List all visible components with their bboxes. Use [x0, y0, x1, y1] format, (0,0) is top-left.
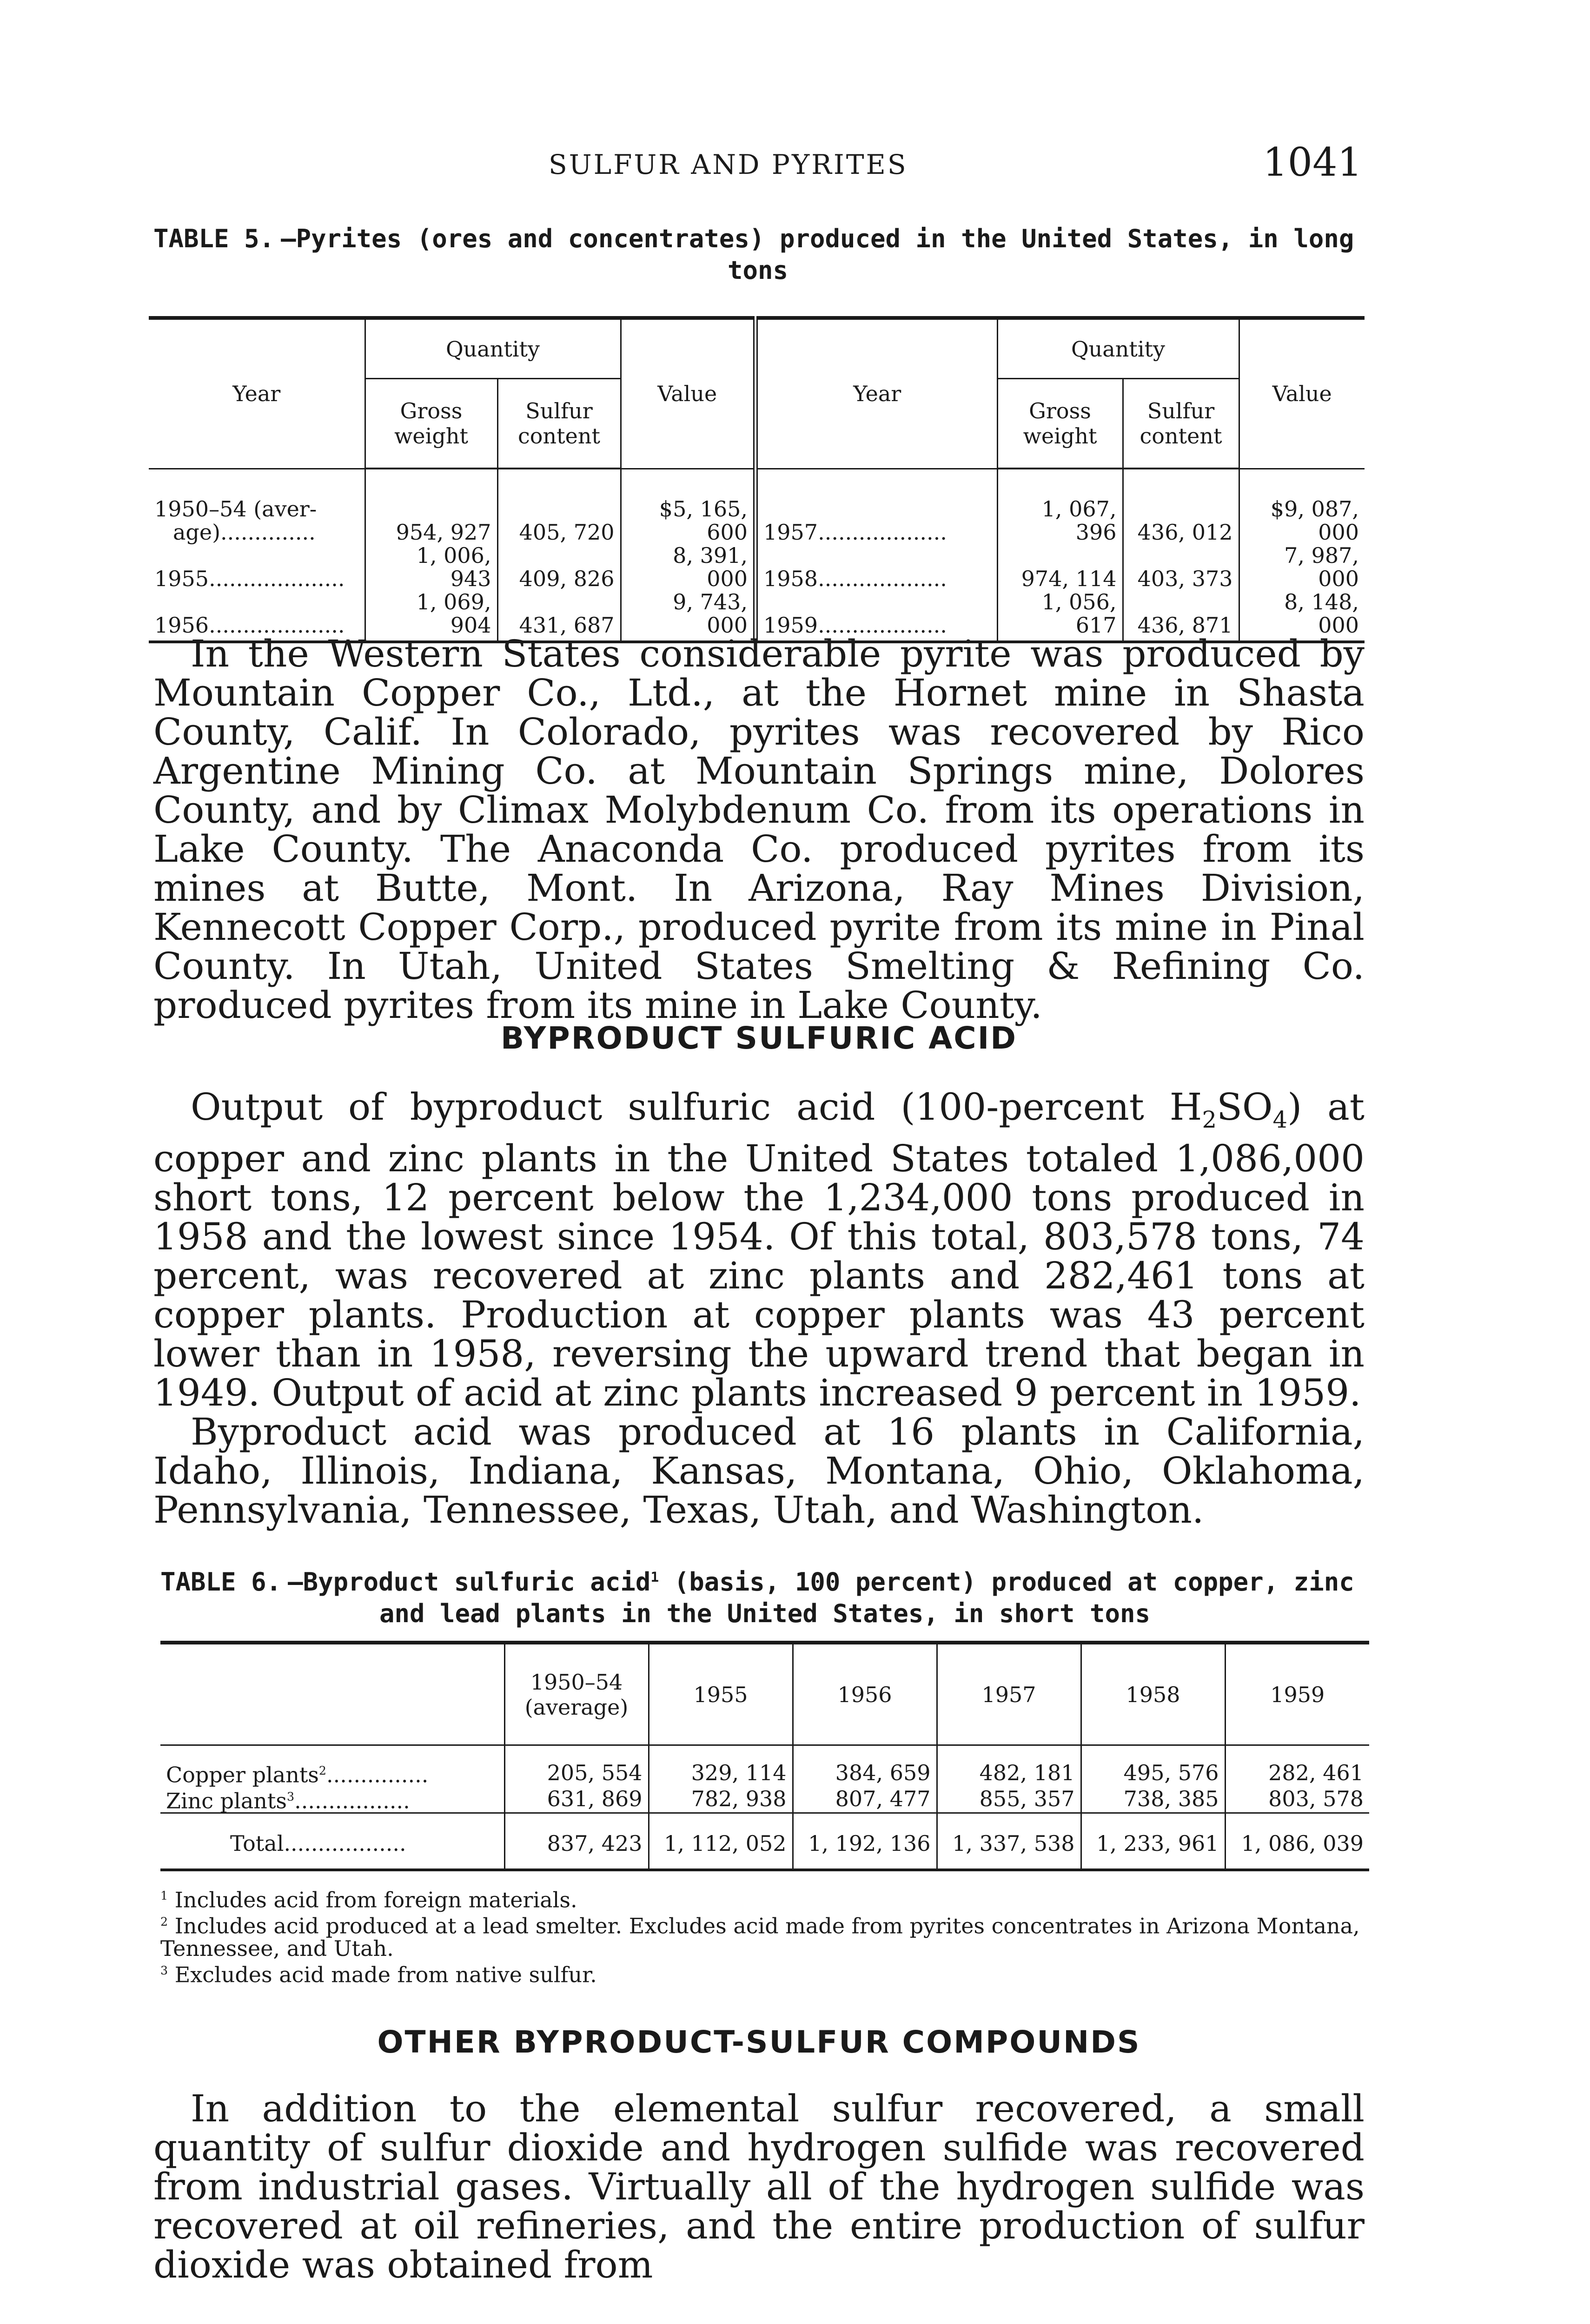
running-title: SULFUR AND PYRITES — [549, 149, 908, 180]
t6-header-blank — [160, 1643, 504, 1745]
footnote: $^1$ Includes acid from foreign materials. — [160, 1887, 577, 1913]
page-number: 1041 — [1263, 139, 1362, 185]
table6 — [160, 1641, 1369, 1871]
t6-cell: 855, 357 — [937, 1786, 1081, 1813]
table6-caption: TABLE 6. —Byproduct sulfuric acid$^1$ (basis, 100 percent) produced at copper, zinc and lead plants in the United States, in short tons — [160, 1562, 1369, 1630]
t5-year-cell: 1956.................... — [154, 613, 345, 638]
table5-caption-line2: tons — [727, 256, 788, 285]
t6-cell: 782, 938 — [649, 1786, 793, 1813]
t6-total-cell: 837, 423 — [504, 1813, 649, 1870]
t6-total-cell: 1, 233, 961 — [1081, 1813, 1225, 1870]
table5-label: TABLE 5. — [153, 224, 275, 253]
t5-gross-cell: 974, 114 — [997, 544, 1123, 590]
t5-value-cell: $5, 165, 600 — [621, 469, 755, 544]
table5-caption — [153, 223, 1362, 286]
t6-col-header: 1955 — [649, 1643, 793, 1745]
t6-cell: 631, 869 — [504, 1786, 649, 1813]
t5-sulfur-cell: 405, 720 — [497, 469, 621, 544]
paragraph-output: Output of byproduct sulfuric acid (100-percent $H_2SO_4$) at copper and zinc plants in the United States totaled 1,086,000 short tons, 12 percent below the 1,234,000 tons produced in 1958 and the lowest since 1954. Of this total, 803,578 tons, 74 percent, was recovered at zinc plants and 282,461 tons at copper plants. Production at copper plants was 43 percent lower than in 1958, reversing the upward trend that began in 1949. Output of acid at zinc plants increased 9 percent in 1959. — [153, 1085, 1365, 1414]
t5-year-header-right: Year — [755, 318, 997, 469]
t6-cell: 282, 461 — [1225, 1745, 1369, 1786]
t6-cell: 205, 554 — [504, 1745, 649, 1786]
t6-cell: 482, 181 — [937, 1745, 1081, 1786]
t6-col-header: 1959 — [1225, 1643, 1369, 1745]
table5-caption-line1: —Pyrites (ores and concentrates) produced in the United States, in long — [281, 224, 1354, 253]
t5-year-header-left: Year — [149, 318, 365, 469]
table-row — [149, 469, 1365, 544]
paragraph-western-text: In the Western States considerable pyrite was produced by Mountain Copper Co., Ltd., at the Hornet mine in Shasta County, Calif. In Colorado, pyrites was recovered by Rico Argentine Mining Co. at Mountain Springs mine, Dolores County, and by Climax Molybdenum Co. from its operations in Lake County. The Anaconda Co. produced pyrites from its mines at Butte, Mont. In Arizona, Ray Mines Division, Kennecott Copper Corp., produced pyrite from its mine in Pinal County. In Utah, United States Smelting & Refining Co. produced pyrites from its mine in Lake County. — [153, 632, 1365, 1027]
t6-col-header: 1958 — [1081, 1643, 1225, 1745]
t5-value-header-right: Value — [1239, 318, 1365, 469]
t5-year-cell: 1958................... — [755, 544, 997, 590]
t5-gross-cell: 954, 927 — [365, 469, 497, 544]
t5-gross-cell: 1, 006, 943 — [365, 544, 497, 590]
t6-col-header: 1950–54 (average) — [504, 1643, 649, 1745]
heading-other-byproduct-sulfur-compounds: OTHER BYPRODUCT-SULFUR COMPOUNDS — [377, 2024, 1141, 2060]
table-row — [149, 544, 1365, 590]
table6-label: TABLE 6. — [160, 1567, 282, 1597]
t6-cell: 738, 385 — [1081, 1786, 1225, 1813]
paragraph-western-states — [153, 634, 1365, 1025]
t5-value-header-left: Value — [621, 318, 755, 469]
t5-gross-cell: 1, 056, 617 — [997, 590, 1123, 642]
t5-sulfur-header-left: Sulfur content — [497, 379, 621, 469]
t6-cell: 803, 578 — [1225, 1786, 1369, 1813]
t5-sulfur-cell: 431, 687 — [497, 590, 621, 642]
t6-total-cell: 1, 192, 136 — [793, 1813, 937, 1870]
paragraph-plants: Byproduct acid was produced at 16 plants in California, Idaho, Illinois, Indiana, Kansas, Montana, Ohio, Oklahoma, Pennsylvania, Tennessee, Texas, Utah, and Washington. — [153, 1410, 1365, 1532]
t6-row-label: Copper plants$^2$............... — [166, 1762, 429, 1788]
t5-value-cell: $9, 087, 000 — [1239, 469, 1365, 544]
t5-quantity-header-left: Quantity — [365, 318, 621, 379]
t6-cell: 329, 114 — [649, 1745, 793, 1786]
table6-caption-line2: and lead plants in the United States, in short tons — [379, 1599, 1151, 1628]
t5-sulfur-cell: 409, 826 — [497, 544, 621, 590]
t5-sulfur-header-right: Sulfur content — [1123, 379, 1239, 469]
t5-year-cell: 1955.................... — [154, 566, 345, 591]
heading-byproduct-sulfuric-acid: BYPRODUCT SULFURIC ACID — [500, 1020, 1018, 1056]
footnote: $^3$ Excludes acid made from native sulfur. — [160, 1961, 597, 1987]
table-row — [160, 1786, 1369, 1813]
t5-gross-header-right: Gross weight — [997, 379, 1123, 469]
t5-sulfur-cell: 436, 012 — [1123, 469, 1239, 544]
table6-footnotes — [160, 1885, 1369, 1986]
t6-cell: 495, 576 — [1081, 1745, 1225, 1786]
paragraph-other-text: In addition to the elemental sulfur recovered, a small quantity of sulfur dioxide and hydrogen sulfide was recovered from industrial gases. Virtually all of the hydrogen sulfide was recovered at oil refineries, and the entire production of sulfur dioxide was obtained from — [153, 2087, 1365, 2286]
t5-year-cell: 1959................... — [755, 590, 997, 642]
t6-col-header: 1957 — [937, 1643, 1081, 1745]
table-row-total — [160, 1813, 1369, 1870]
footnote: $^2$ Includes acid produced at a lead smelter. Excludes acid made from pyrites concentrates in Arizona Montana, Tennessee, and Utah. — [160, 1913, 1360, 1961]
t6-total-label: Total.................. — [160, 1813, 504, 1870]
t6-row-label: Zinc plants$^3$................. — [166, 1788, 410, 1814]
running-head — [153, 139, 1362, 195]
paragraph-other-compounds — [153, 2089, 1365, 2284]
t5-sulfur-cell: 403, 373 — [1123, 544, 1239, 590]
t5-value-cell: 9, 743, 000 — [621, 590, 755, 642]
t5-sulfur-cell: 436, 871 — [1123, 590, 1239, 642]
t5-gross-cell: 1, 067, 396 — [997, 469, 1123, 544]
t6-total-cell: 1, 086, 039 — [1225, 1813, 1369, 1870]
table6-caption-footnote-mark: 1 — [650, 1569, 659, 1585]
t6-col-header: 1956 — [793, 1643, 937, 1745]
t6-total-cell: 1, 337, 538 — [937, 1813, 1081, 1870]
t5-value-cell: 8, 148, 000 — [1239, 590, 1365, 642]
t5-gross-cell: 1, 069, 904 — [365, 590, 497, 642]
t6-cell: 807, 477 — [793, 1786, 937, 1813]
t5-quantity-header-right: Quantity — [997, 318, 1239, 379]
t5-year-cell: 1957................... — [755, 469, 997, 544]
t5-value-cell: 8, 391, 000 — [621, 544, 755, 590]
table-row — [160, 1745, 1369, 1786]
t5-gross-header-left: Gross weight — [365, 379, 497, 469]
table6-caption-line1: —Byproduct sulfuric acid — [288, 1567, 651, 1597]
table5 — [149, 316, 1365, 643]
t5-year-cell: 1950–54 (aver- age).............. — [154, 496, 317, 545]
t5-value-cell: 7, 987, 000 — [1239, 544, 1365, 590]
paragraphs-byproduct-acid — [153, 1085, 1365, 1532]
t6-cell: 384, 659 — [793, 1745, 937, 1786]
t6-total-cell: 1, 112, 052 — [649, 1813, 793, 1870]
